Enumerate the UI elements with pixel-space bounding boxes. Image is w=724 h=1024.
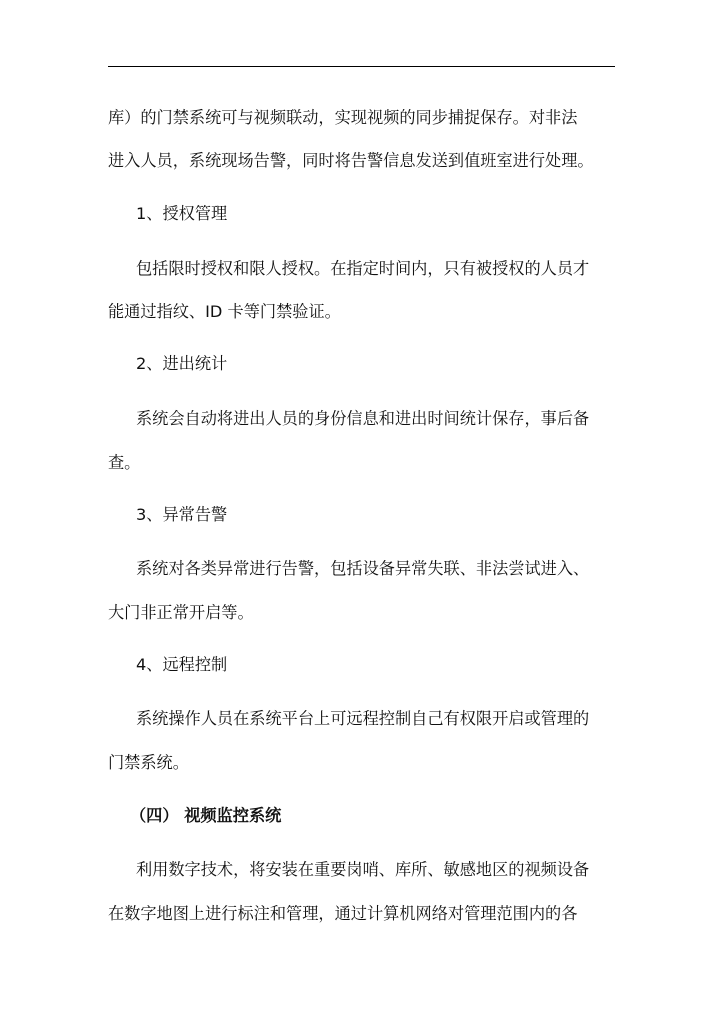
paragraph-line: 系统会自动将进出人员的身份信息和进出时间统计保存，事后备 [136,409,590,428]
paragraph-line: 在数字地图上进行标注和管理，通过计算机网络对管理范围内的各 [108,904,578,923]
section-heading: 2、进出统计 [136,354,228,373]
paragraph-line: 进入人员，系统现场告警，同时将告警信息发送到值班室进行处理。 [108,151,594,170]
paragraph-line: 查。 [108,453,141,472]
paragraph-line: 利用数字技术，将安装在重要岗哨、库所、敏感地区的视频设备 [136,860,590,879]
section-heading: 3、异常告警 [136,505,228,524]
paragraph-line: 系统操作人员在系统平台上可远程控制自己有权限开启或管理的 [136,709,590,728]
paragraph-line: 大门非正常开启等。 [108,603,254,622]
header-rule [108,66,615,67]
paragraph-line: 库）的门禁系统可与视频联动，实现视频的同步捕捉保存。对非法 [108,108,578,127]
paragraph-line: 门禁系统。 [108,753,189,772]
paragraph-line: 能通过指纹、ID 卡等门禁验证。 [108,302,341,321]
paragraph-line: 系统对各类异常进行告警，包括设备异常失联、非法尝试进入、 [136,559,590,578]
paragraph-line: 包括限时授权和限人授权。在指定时间内，只有被授权的人员才 [136,259,590,278]
section-heading: 1、授权管理 [136,204,228,223]
section-title: （四） 视频监控系统 [130,806,282,825]
section-heading: 4、远程控制 [136,655,228,674]
